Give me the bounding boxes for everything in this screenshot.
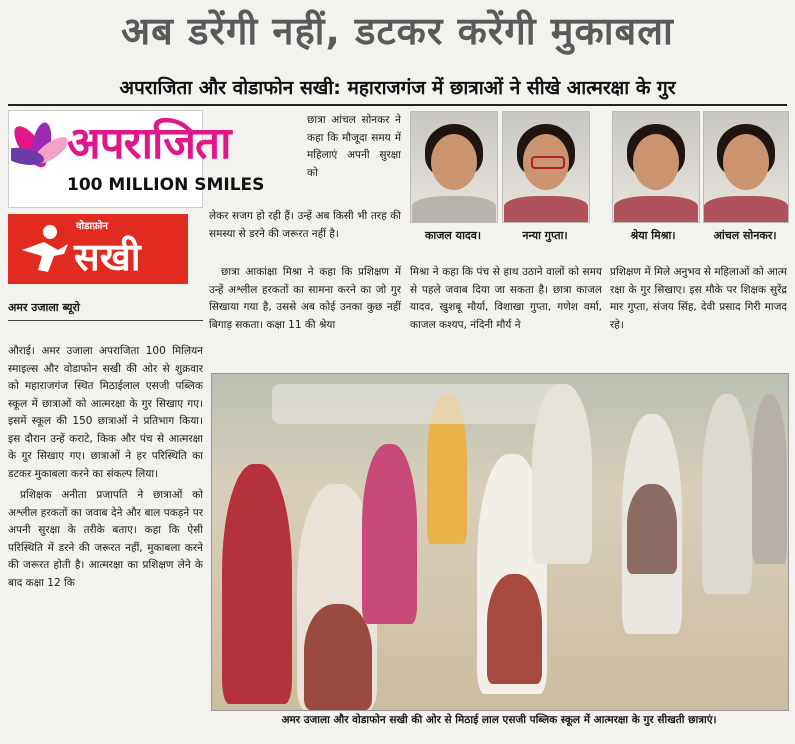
- article-column-2-mid: लेकर सजग हो रही हैं। उन्हें अब किसी भी तरह की समस्या से डरने की जरूरत नहीं है।: [209, 210, 401, 240]
- flower-icon: [11, 114, 67, 204]
- portrait-name: श्रेया मिश्रा।: [630, 229, 676, 242]
- portrait-name: नन्या गुप्ता।: [522, 229, 568, 242]
- headline: अब डरेंगी नहीं, डटकर करेंगी मुकाबला: [121, 9, 674, 53]
- portrait-name: काजल यादव।: [424, 229, 482, 242]
- portrait-photo: [410, 111, 498, 223]
- portrait-photo: [502, 111, 590, 223]
- running-figure-icon: [14, 220, 74, 280]
- sakhi-label: सखी: [74, 235, 141, 279]
- article-column-2-top: छात्रा आंचल सोनकर ने कहा कि मौजूदा समय में महिलाएं अपनी सुरक्षा को: [307, 114, 401, 179]
- photo-caption: अमर उजाला और वोडाफोन सखी की ओर से मिठाई लाल एसजी पब्लिक स्कूल में आत्मरक्षा के गुर सीखती छात्राएं।: [281, 714, 717, 726]
- article-column-2-bottom: छात्रा आकांक्षा मिश्रा ने कहा कि प्रशिक्षण में उन्हें अश्लील हरकतों का सामना करने का जो गुर सिखाया गया है, उससे अब कोई उनका कुछ नहीं बिगाड़ सकता। कक्षा 11 की श्रेया: [209, 266, 401, 331]
- aparajita-logo: [8, 110, 265, 208]
- article-column-1: [8, 343, 203, 709]
- paragraph: प्रशिक्षक अनीता प्रजापति ने छात्राओं को अश्लील हरकतों का जवाब देने और बाल पकड़ने पर अपनी सुरक्षा के तरीके बताए। कहा कि ऐसी परिस्थिति में डरने की जरूरत नहीं, मुकाबला करने की जरूरत होती है। आत्मरक्षा का प्रशिक्षण लेने के बाद कक्षा 12 कि: [8, 489, 203, 589]
- portrait-photo: [612, 111, 700, 223]
- vodafone-sakhi-logo: [8, 214, 188, 284]
- portrait-name: आंचल सोनकर।: [713, 229, 777, 242]
- vodafone-label: वोडाफ़ोन: [76, 221, 108, 232]
- aparajita-title: अपराजिता: [67, 118, 231, 169]
- portrait-photo: [703, 111, 789, 223]
- aparajita-tagline: 100 MILLION SMILES: [67, 175, 265, 195]
- main-photo: [211, 373, 789, 711]
- subheadline: अपराजिता और वोडाफोन सखी: महाराजगंज में छात्राओं ने सीखे आत्मरक्षा के गुर: [119, 77, 676, 99]
- article-column-3: मिश्रा ने कहा कि पंच से हाथ उठाने वालों को समय से पहले जवाब दिया जा सकता है। छात्रा काजल यादव, खुशबू मौर्या, विशाखा गुप्ता, गणेश वर्मा, काजल कश्यप, नंदिनी मौर्य ने: [410, 266, 602, 331]
- byline-rule: [8, 320, 203, 321]
- article-column-4: प्रशिक्षण में मिले अनुभव से महिलाओं को आत्म रक्षा के गुर सिखाए। इस मौके पर शिक्षक सुरेंद्र मार गुप्ता, संजय सिंह, देवी प्रसाद गिरी माजद रहे।: [610, 266, 787, 331]
- byline: अमर उजाला ब्यूरो: [8, 301, 80, 314]
- paragraph: औराई। अमर उजाला अपराजिता 100 मिलियन स्माइल्स और वोडाफोन सखी की ओर से शुक्रवार को महाराजगंज स्थित मिठाईलाल एसजी पब्लिक स्कूल में छात्राओं को आत्मरक्षा के गुर सिखाए गए। इसमें स्कूल की 150 छात्राओं ने प्रतिभाग किया। इस दौरान उन्हें कराटे, किक और पंच से आत्मरक्षा के गुर सिखाए गए। छात्राओं ने हर परिस्थिति का डटकर मुकाबला करने का संकल्प लिया।: [8, 345, 203, 480]
- headline-rule: [8, 104, 787, 106]
